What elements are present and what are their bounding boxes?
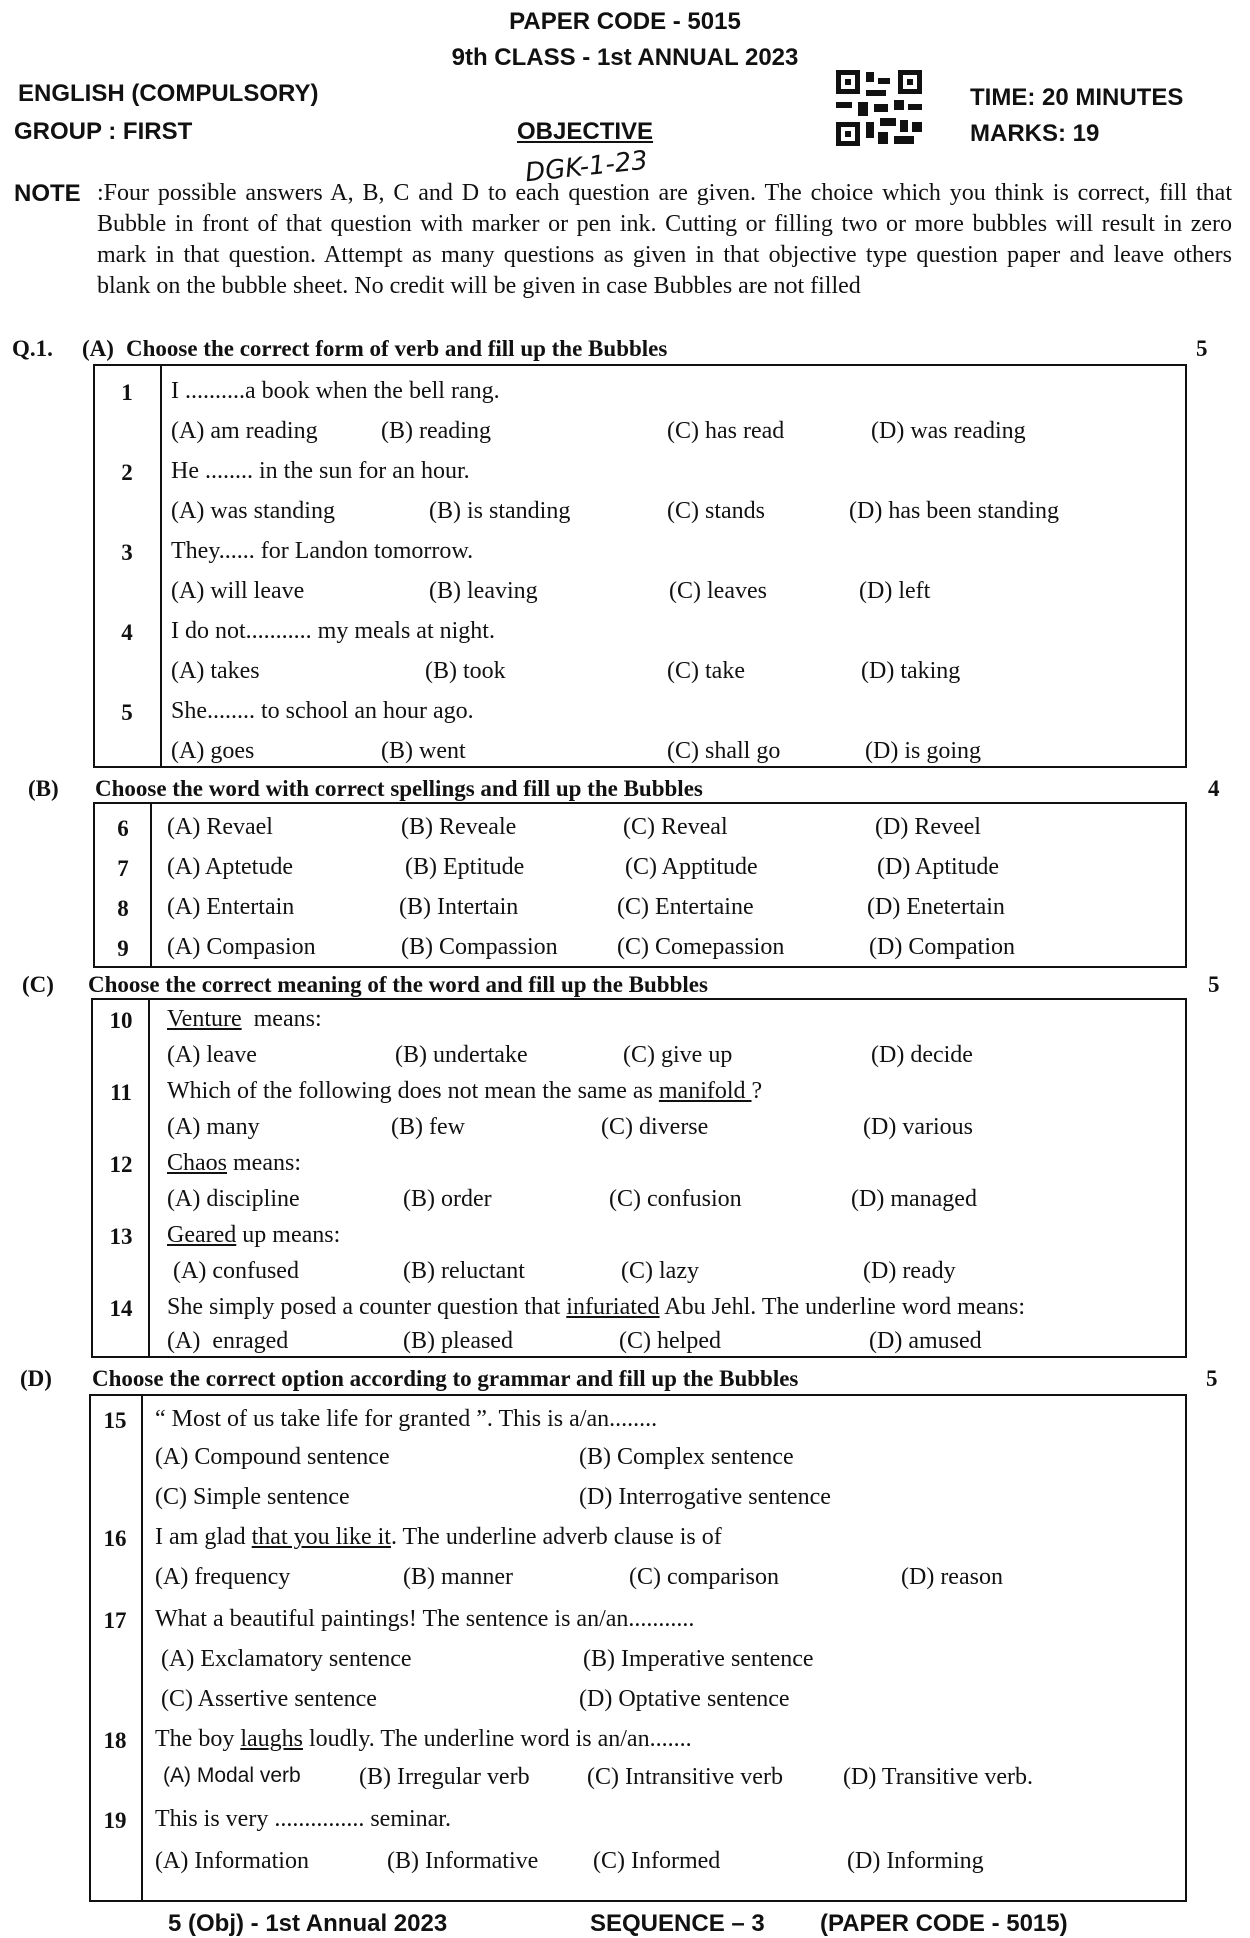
question-text <box>167 1222 340 1249</box>
option-a: (A) discipline <box>167 1186 300 1212</box>
question-number: 12 <box>109 1152 133 1177</box>
underlined-word: Venture <box>167 1006 242 1032</box>
option-a: (A) Revael <box>167 814 273 840</box>
option-b: (B) reluctant <box>403 1258 525 1284</box>
question-text-rest: . The underline adverb clause is of <box>390 1524 722 1550</box>
option-a: (A) Information <box>155 1848 309 1874</box>
section-c-marks: 5 <box>1208 972 1220 997</box>
note-text: :Four possible answers A, B, C and D to each question are given. The choice which you think is correct, fill that Bubble in front of that question with marker or pen ink. Cutting or filling two or more bubbles will result in zero mark in that question. Attempt as many questions as given in that objective type question paper and leave others blank on the bubble sheet. No credit will be given in case Bubbles are not filled <box>97 180 1232 299</box>
qr-code-icon <box>836 70 924 146</box>
time-label: TIME: 20 MINUTES <box>970 84 1184 111</box>
option-c: (C) Assertive sentence <box>161 1686 377 1712</box>
option-d: (D) reason <box>901 1564 1003 1590</box>
question-number: 2 <box>121 460 133 485</box>
option-d: (D) Optative sentence <box>579 1686 790 1712</box>
option-a: (A) was standing <box>171 498 335 524</box>
question-number: 5 <box>121 700 133 725</box>
section-a-title: Choose the correct form of verb and fill up the Bubbles <box>126 336 668 361</box>
option-d: (D) decide <box>871 1042 973 1068</box>
option-c: (C) take <box>667 658 745 684</box>
question-text <box>155 1524 722 1551</box>
section-a-label: (A) <box>82 336 114 361</box>
option-a: (A) goes <box>171 738 255 764</box>
option-d: (D) Compation <box>869 934 1015 960</box>
question-number: 18 <box>103 1728 127 1753</box>
option-b: (B) leaving <box>429 578 538 604</box>
footer-paper-label: 5 (Obj) - 1st Annual 2023 <box>168 1910 448 1937</box>
question-text-rest: means: <box>227 1150 301 1176</box>
question-text-pre: I am glad <box>155 1524 252 1550</box>
question-text-pre: She simply posed a counter question that <box>167 1294 567 1320</box>
option-d: (D) Transitive verb. <box>843 1764 1033 1790</box>
underlined-word: Geared <box>167 1222 237 1248</box>
option-b: (B) took <box>425 658 506 684</box>
section-b-box <box>93 802 1187 968</box>
option-c: (C) has read <box>667 418 785 444</box>
option-d: (D) was reading <box>871 418 1026 444</box>
question-text: I do not........... my meals at night. <box>171 618 495 644</box>
question-text <box>155 1726 692 1753</box>
question-number: 3 <box>121 540 133 565</box>
question-text-rest: means: <box>241 1006 322 1032</box>
option-b: (B) few <box>391 1114 465 1140</box>
question-number: 16 <box>103 1526 127 1551</box>
question-number: 19 <box>103 1808 127 1833</box>
question-text: They...... for Landon tomorrow. <box>171 538 474 564</box>
footer-paper-code: (PAPER CODE - 5015) <box>820 1910 1068 1937</box>
section-b-title: Choose the word with correct spellings and fill up the Bubbles <box>95 776 703 801</box>
group-label: GROUP : FIRST <box>14 118 193 145</box>
option-c: (C) Comepassion <box>617 934 785 960</box>
option-a: (A) am reading <box>171 418 318 444</box>
option-c: (C) diverse <box>601 1114 709 1140</box>
section-c-label: (C) <box>22 972 54 997</box>
option-c: (C) Informed <box>593 1848 721 1874</box>
underlined-word: infuriated <box>566 1294 660 1320</box>
option-c: (C) Simple sentence <box>155 1484 350 1510</box>
question-text: “ Most of us take life for granted ”. This is a/an........ <box>155 1406 658 1432</box>
option-c: (C) stands <box>667 498 765 524</box>
question-number: 17 <box>103 1608 127 1633</box>
option-a: (A) Entertain <box>167 894 295 920</box>
option-c: (C) confusion <box>609 1186 742 1212</box>
option-a: (A) Compasion <box>167 934 316 960</box>
question-number: 11 <box>110 1080 132 1105</box>
question-text: What a beautiful paintings! The sentence is an/an........... <box>155 1606 695 1632</box>
question-text-rest: loudly. The underline word is an/an....... <box>302 1726 692 1752</box>
option-b: (B) Reveale <box>401 814 517 840</box>
question-text: This is very ............... seminar. <box>155 1806 451 1832</box>
option-d: (D) is going <box>865 738 981 764</box>
question-text: She........ to school an hour ago. <box>171 698 474 724</box>
option-c: (C) shall go <box>667 738 781 764</box>
option-a: (A) confused <box>173 1258 299 1284</box>
option-c: (C) leaves <box>669 578 767 604</box>
option-c: (C) Apptitude <box>625 854 758 880</box>
option-a: (A) many <box>167 1114 260 1140</box>
option-c: (C) helped <box>619 1328 721 1354</box>
subject-label: ENGLISH (COMPULSORY) <box>18 80 319 107</box>
question-text-rest: ? <box>751 1078 763 1104</box>
question-text: He ........ in the sun for an hour. <box>171 458 470 484</box>
option-b: (B) reading <box>381 418 491 444</box>
question-number: 1 <box>121 380 133 405</box>
objective-label: OBJECTIVE <box>517 118 654 145</box>
question-number: 6 <box>117 816 129 841</box>
option-b: (B) Intertain <box>399 894 519 920</box>
option-d: (D) Informing <box>847 1848 984 1874</box>
section-d-box <box>89 1394 1187 1902</box>
section-c-box <box>91 998 1187 1358</box>
option-d: (D) various <box>863 1114 973 1140</box>
question-text <box>167 1150 301 1177</box>
option-a: (A) Modal verb <box>163 1764 301 1787</box>
question-number: 15 <box>103 1408 127 1433</box>
option-b: (B) Complex sentence <box>579 1444 794 1470</box>
question-1-label: Q.1. <box>12 336 53 361</box>
option-a: (A) frequency <box>155 1564 291 1590</box>
note-label: NOTE <box>14 180 81 207</box>
option-b: (B) manner <box>403 1564 513 1590</box>
question-number: 10 <box>109 1008 133 1033</box>
option-d: (D) amused <box>869 1328 982 1354</box>
question-number: 4 <box>121 620 133 645</box>
class-line: 9th CLASS - 1st ANNUAL 2023 <box>451 44 799 71</box>
footer-sequence: SEQUENCE – 3 <box>590 1910 765 1937</box>
option-c: (C) comparison <box>629 1564 779 1590</box>
option-b: (B) Informative <box>387 1848 539 1874</box>
option-b: (B) is standing <box>429 498 571 524</box>
option-b: (B) Imperative sentence <box>583 1646 814 1672</box>
section-a-marks: 5 <box>1196 336 1208 361</box>
question-text-pre: The boy <box>155 1726 241 1752</box>
option-d: (D) Enetertain <box>867 894 1005 920</box>
section-d-marks: 5 <box>1206 1366 1218 1391</box>
option-a: (A) takes <box>171 658 260 684</box>
handwritten-code: DGK-1-23 <box>523 145 650 189</box>
option-c: (C) lazy <box>621 1258 699 1284</box>
option-a: (A) will leave <box>171 578 305 604</box>
question-text <box>167 1078 762 1105</box>
underlined-word: Chaos <box>167 1150 227 1176</box>
option-a: (A) enraged <box>167 1328 289 1354</box>
section-b-marks: 4 <box>1208 776 1220 801</box>
option-c: (C) Reveal <box>623 814 728 840</box>
question-number: 13 <box>109 1224 133 1249</box>
question-number: 14 <box>109 1296 133 1321</box>
option-d: (D) left <box>859 578 931 604</box>
underlined-word: manifold <box>658 1078 752 1104</box>
question-number: 7 <box>117 856 129 881</box>
option-b: (B) undertake <box>395 1042 528 1068</box>
question-text: I ..........a book when the bell rang. <box>171 378 500 404</box>
underlined-clause: that you like it <box>251 1524 391 1550</box>
option-a: (A) Aptetude <box>167 854 293 880</box>
option-c: (C) Intransitive verb <box>587 1764 783 1790</box>
option-a: (A) leave <box>167 1042 257 1068</box>
option-b: (B) Compassion <box>401 934 558 960</box>
note-block <box>14 178 1234 318</box>
option-b: (B) went <box>381 738 466 764</box>
option-d: (D) Interrogative sentence <box>579 1484 831 1510</box>
section-d-title: Choose the correct option according to grammar and fill up the Bubbles <box>92 1366 799 1391</box>
option-c: (C) give up <box>623 1042 733 1068</box>
option-c: (C) Entertaine <box>617 894 754 920</box>
paper-code-title: PAPER CODE - 5015 <box>509 8 741 35</box>
section-a-box <box>93 364 1187 768</box>
question-text <box>167 1006 322 1033</box>
underlined-word: laughs <box>240 1726 303 1752</box>
question-number: 8 <box>117 896 129 921</box>
section-d-label: (D) <box>20 1366 52 1391</box>
option-b: (B) pleased <box>403 1328 513 1354</box>
question-text-pre: Which of the following does not mean the same as <box>167 1078 659 1104</box>
marks-label: MARKS: 19 <box>970 120 1100 147</box>
section-c-title: Choose the correct meaning of the word and fill up the Bubbles <box>88 972 708 997</box>
option-b: (B) order <box>403 1186 492 1212</box>
option-b: (B) Irregular verb <box>359 1764 530 1790</box>
option-d: (D) ready <box>863 1258 956 1284</box>
option-d: (D) taking <box>861 658 961 684</box>
option-a: (A) Exclamatory sentence <box>161 1646 412 1672</box>
option-b: (B) Eptitude <box>405 854 525 880</box>
option-d: (D) has been standing <box>849 498 1059 524</box>
option-d: (D) managed <box>851 1186 977 1212</box>
option-d: (D) Reveel <box>875 814 981 840</box>
question-number: 9 <box>117 936 129 961</box>
option-a: (A) Compound sentence <box>155 1444 390 1470</box>
question-text-rest: Abu Jehl. The underline word means: <box>659 1294 1026 1320</box>
question-text-rest: up means: <box>236 1222 341 1248</box>
question-text <box>167 1294 1025 1321</box>
section-b-label: (B) <box>28 776 59 801</box>
option-d: (D) Aptitude <box>877 854 999 880</box>
